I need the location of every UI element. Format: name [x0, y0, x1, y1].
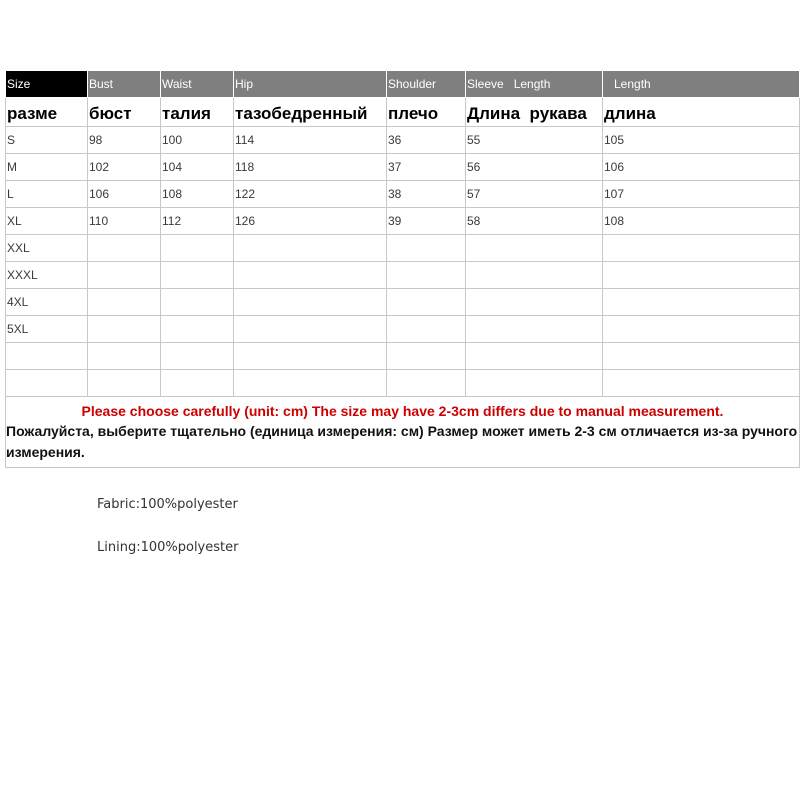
measurement-cell: 108: [161, 181, 234, 208]
measurement-cell: [88, 316, 161, 343]
measurement-cell: [161, 343, 234, 370]
measurement-cell: 37: [387, 154, 466, 181]
measurement-cell: [234, 316, 387, 343]
measurement-cell: 107: [603, 181, 800, 208]
measurement-cell: [234, 289, 387, 316]
header-cell-ru: длина: [603, 98, 800, 127]
measurement-cell: [387, 316, 466, 343]
measurement-cell: 114: [234, 127, 387, 154]
measurement-cell: [603, 235, 800, 262]
header-cell: Bust: [88, 71, 161, 98]
measurement-cell: 39: [387, 208, 466, 235]
header-row-english: [6, 71, 800, 98]
measurement-cell: [387, 262, 466, 289]
measurement-cell: 57: [466, 181, 603, 208]
table-row: [6, 316, 800, 343]
size-cell: XXXL: [6, 262, 88, 289]
table-row: [6, 181, 800, 208]
measurement-cell: [161, 316, 234, 343]
table-row: [6, 235, 800, 262]
measurement-note-english: Please choose carefully (unit: cm) The size may have 2-3cm differs due to manual measurement.: [81, 403, 724, 419]
size-chart-table: [5, 70, 800, 468]
measurement-cell: 106: [603, 154, 800, 181]
measurement-cell: [466, 370, 603, 397]
size-cell: XL: [6, 208, 88, 235]
table-row: [6, 208, 800, 235]
header-cell: Waist: [161, 71, 234, 98]
measurement-cell: 104: [161, 154, 234, 181]
measurement-cell: [234, 370, 387, 397]
size-cell: XXL: [6, 235, 88, 262]
measurement-cell: [88, 343, 161, 370]
fabric-composition: Fabric:100%polyester: [97, 497, 238, 512]
header-cell-ru: плечо: [387, 98, 466, 127]
notes-row: [6, 397, 800, 468]
lining-composition: Lining:100%polyester: [97, 540, 239, 555]
header-cell: Shoulder: [387, 71, 466, 98]
size-cell: L: [6, 181, 88, 208]
size-cell: 4XL: [6, 289, 88, 316]
notes-cell: [6, 397, 800, 468]
measurement-cell: 106: [88, 181, 161, 208]
measurement-cell: [161, 289, 234, 316]
measurement-cell: 55: [466, 127, 603, 154]
header-cell-ru: талия: [161, 98, 234, 127]
table-row: [6, 289, 800, 316]
measurement-cell: [603, 370, 800, 397]
measurement-cell: 126: [234, 208, 387, 235]
measurement-cell: 56: [466, 154, 603, 181]
measurement-cell: 110: [88, 208, 161, 235]
measurement-cell: [161, 370, 234, 397]
measurement-cell: [387, 370, 466, 397]
measurement-cell: [466, 289, 603, 316]
size-cell: 5XL: [6, 316, 88, 343]
measurement-cell: [466, 343, 603, 370]
table-row: [6, 343, 800, 370]
measurement-cell: [603, 316, 800, 343]
size-cell: [6, 370, 88, 397]
measurement-cell: [466, 316, 603, 343]
measurement-cell: [387, 235, 466, 262]
measurement-note-russian: Пожалуйста, выберите тщательно (единица измерения: см) Размер может иметь 2-3 см отличается из-за ручного измерения.: [6, 423, 798, 460]
measurement-cell: [88, 289, 161, 316]
measurement-cell: [234, 262, 387, 289]
header-cell-ru: бюст: [88, 98, 161, 127]
measurement-cell: 118: [234, 154, 387, 181]
header-cell-ru: Длина рукава: [466, 98, 603, 127]
measurement-cell: [234, 235, 387, 262]
table-row: [6, 127, 800, 154]
measurement-cell: 38: [387, 181, 466, 208]
measurement-cell: 36: [387, 127, 466, 154]
measurement-cell: [466, 235, 603, 262]
measurement-cell: 102: [88, 154, 161, 181]
table-row: [6, 154, 800, 181]
measurement-cell: 58: [466, 208, 603, 235]
size-cell: [6, 343, 88, 370]
measurement-cell: 108: [603, 208, 800, 235]
measurement-cell: [603, 343, 800, 370]
header-cell-ru: разме: [6, 98, 88, 127]
header-cell: Sleeve Length: [466, 71, 603, 98]
size-cell: M: [6, 154, 88, 181]
measurement-cell: [387, 343, 466, 370]
header-cell: Hip: [234, 71, 387, 98]
table-row: [6, 370, 800, 397]
measurement-cell: [234, 343, 387, 370]
header-cell-ru: тазобедренный: [234, 98, 387, 127]
measurement-cell: [466, 262, 603, 289]
measurement-cell: [161, 262, 234, 289]
size-cell: S: [6, 127, 88, 154]
table-row: [6, 262, 800, 289]
measurement-cell: [603, 262, 800, 289]
measurement-cell: 122: [234, 181, 387, 208]
measurement-cell: [161, 235, 234, 262]
header-cell: Size: [6, 71, 88, 98]
measurement-cell: [387, 289, 466, 316]
measurement-cell: [88, 235, 161, 262]
measurement-cell: 98: [88, 127, 161, 154]
measurement-cell: 112: [161, 208, 234, 235]
measurement-cell: [88, 262, 161, 289]
header-cell: Length: [603, 71, 800, 98]
measurement-cell: 105: [603, 127, 800, 154]
header-row-russian: [6, 98, 800, 127]
measurement-cell: [88, 370, 161, 397]
measurement-cell: 100: [161, 127, 234, 154]
measurement-cell: [603, 289, 800, 316]
